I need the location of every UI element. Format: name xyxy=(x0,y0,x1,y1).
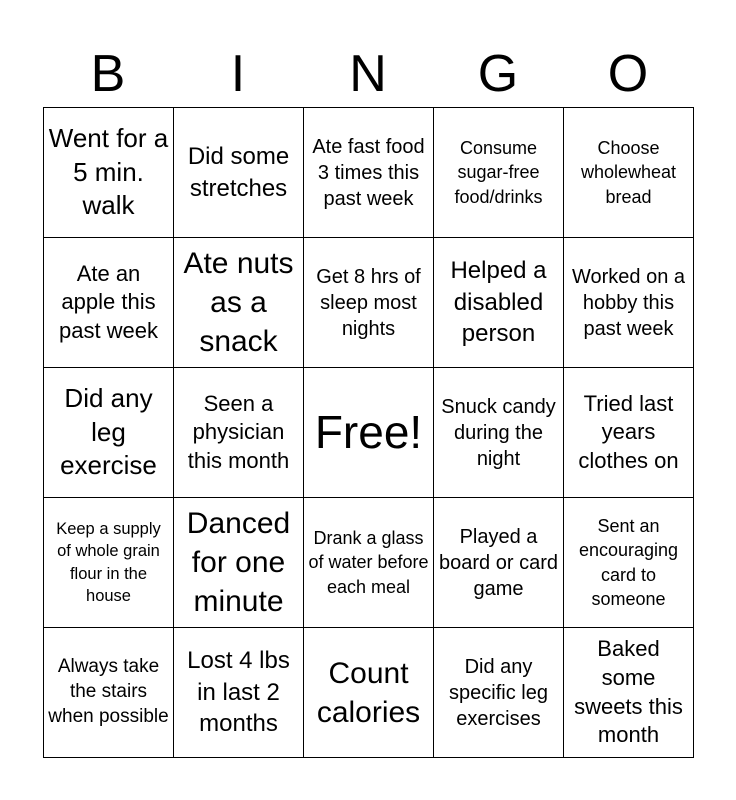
cell-text: Ate an apple this past week xyxy=(58,260,159,343)
bingo-cell-free[interactable] xyxy=(304,368,434,498)
bingo-cell-r2c1[interactable] xyxy=(44,238,174,368)
cell-text: Tried last years clothes on xyxy=(578,390,679,473)
cell-text: Went for a 5 min. walk xyxy=(48,122,169,221)
bingo-cell-r3c1[interactable] xyxy=(44,368,174,498)
bingo-cell-r5c2[interactable] xyxy=(174,628,304,758)
bingo-grid xyxy=(43,107,694,758)
bingo-cell-r5c4[interactable] xyxy=(434,628,564,758)
cell-text: Drank a glass of water before each meal xyxy=(308,528,429,597)
cell-text: Did any leg exercise xyxy=(60,382,157,481)
cell-text: Did any specific leg exercises xyxy=(449,655,548,730)
bingo-cell-r3c4[interactable] xyxy=(434,368,564,498)
cell-text: Helped a disabled person xyxy=(450,256,547,348)
bingo-cell-r1c4[interactable] xyxy=(434,108,564,238)
cell-text: Played a board or card game xyxy=(439,525,558,600)
header-letter-o: O xyxy=(607,45,649,103)
cell-text: Seen a physician this month xyxy=(187,390,290,473)
cell-text: Did some stretches xyxy=(187,142,290,202)
bingo-cell-r1c1[interactable] xyxy=(44,108,174,238)
bingo-cell-r5c1[interactable] xyxy=(44,628,174,758)
bingo-cell-r4c3[interactable] xyxy=(304,498,434,628)
cell-text: Choose wholewheat bread xyxy=(580,138,677,207)
bingo-cell-r5c3[interactable] xyxy=(304,628,434,758)
cell-text: Get 8 hrs of sleep most nights xyxy=(316,265,421,340)
bingo-cell-r1c5[interactable] xyxy=(564,108,694,238)
bingo-cell-r1c3[interactable] xyxy=(304,108,434,238)
cell-text: Always take the stairs when possible xyxy=(48,656,169,727)
bingo-cell-r2c3[interactable] xyxy=(304,238,434,368)
bingo-cell-r4c4[interactable] xyxy=(434,498,564,628)
cell-text: Consume sugar-free food/drinks xyxy=(454,138,543,207)
cell-text: Snuck candy during the night xyxy=(441,395,556,470)
header-letter-b: B xyxy=(90,45,126,103)
bingo-cell-r2c4[interactable] xyxy=(434,238,564,368)
cell-text: Sent an encouraging card to someone xyxy=(578,515,679,609)
cell-text: Lost 4 lbs in last 2 months xyxy=(187,646,290,738)
cell-text: Baked some sweets this month xyxy=(574,636,683,748)
cell-text: Danced for one minute xyxy=(186,507,291,618)
cell-text: Keep a supply of whole grain flour in the house xyxy=(56,519,161,605)
bingo-cell-r3c2[interactable] xyxy=(174,368,304,498)
cell-text: Ate nuts as a snack xyxy=(183,247,294,358)
bingo-cell-r4c5[interactable] xyxy=(564,498,694,628)
bingo-cell-r3c5[interactable] xyxy=(564,368,694,498)
bingo-cell-r5c5[interactable] xyxy=(564,628,694,758)
header-letter-i: I xyxy=(230,45,246,103)
cell-text: Ate fast food 3 times this past week xyxy=(312,135,425,210)
bingo-cell-r1c2[interactable] xyxy=(174,108,304,238)
header-letter-g: G xyxy=(477,45,519,103)
cell-text: Free! xyxy=(314,406,423,459)
bingo-cell-r2c5[interactable] xyxy=(564,238,694,368)
bingo-header xyxy=(43,40,693,108)
bingo-cell-r4c1[interactable] xyxy=(44,498,174,628)
header-letter-n: N xyxy=(349,45,387,103)
bingo-cell-r4c2[interactable] xyxy=(174,498,304,628)
cell-text: Worked on a hobby this past week xyxy=(571,265,686,340)
cell-text: Count calories xyxy=(316,656,421,729)
bingo-cell-r2c2[interactable] xyxy=(174,238,304,368)
